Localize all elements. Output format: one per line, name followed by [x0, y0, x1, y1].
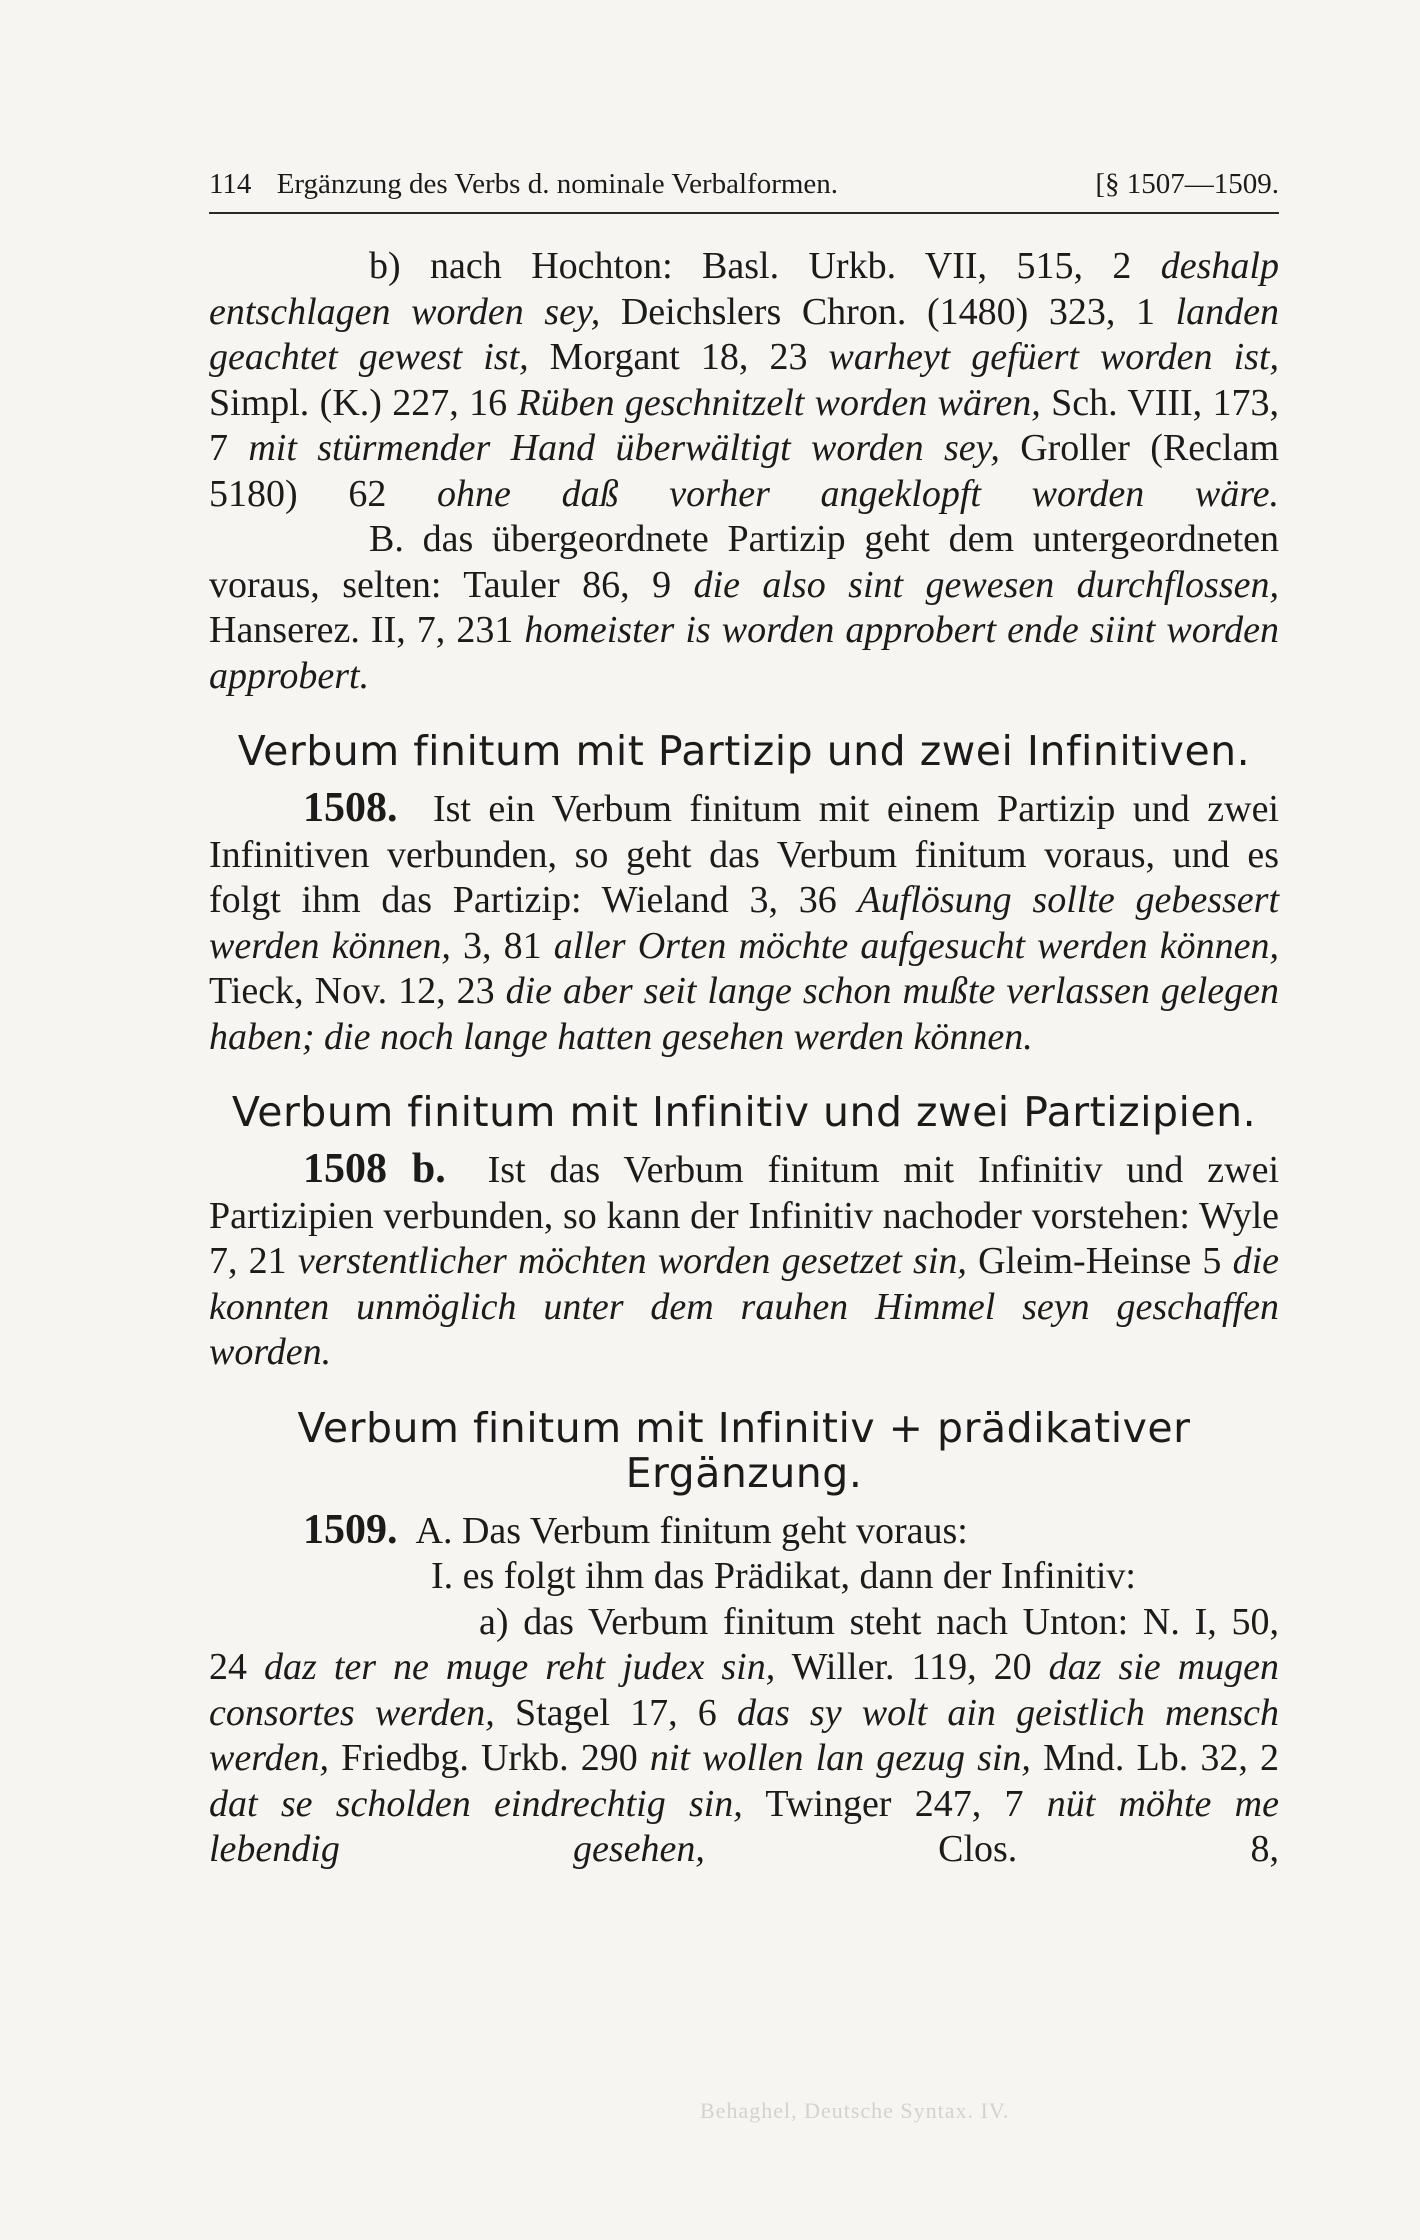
example-quote: die also sint gewesen durchflossen, — [693, 563, 1279, 606]
paragraph-b-uebergeordnet — [209, 517, 1279, 699]
section-range: [§ 1507—1509. — [1095, 168, 1279, 200]
citation-text: a) das Verbum finitum steht nach Unton: N. I, 50, 24 — [209, 1600, 1279, 1688]
citation-text: B. das übergeordnete Partizip geht dem untergeordneten voraus, selten: Tauler 86, 9 — [209, 518, 1279, 606]
citation-text: Ist ein Verbum finitum mit einem Partizip und zwei Infinitiven verbunden, so geht das Verbum finitum voraus, und es folgt ihm das Partizip: Wieland 3, 36 — [209, 788, 1279, 921]
example-quote: daz sie mugen consortes werden, — [209, 1646, 1279, 1734]
citation-text: Stagel 17, 6 — [494, 1691, 737, 1734]
citation-text: Mnd. Lb. 32, 2 — [1030, 1737, 1280, 1779]
example-quote: homeister is worden approbert ende siint worden approbert. — [209, 609, 1279, 697]
citation-text: Hanserez. II, 7, 231 — [209, 609, 525, 651]
section-number: 1509. — [303, 1506, 398, 1553]
example-quote: Auflösung sollte gebessert werden können, — [209, 879, 1280, 967]
example-quote: dat se scholden eindrechtig sin, — [209, 1782, 743, 1825]
citation-text: Sch. VIII, 173, 7 — [209, 381, 1280, 469]
page-body — [209, 244, 1279, 1873]
page-number: 114 — [209, 168, 252, 200]
example-quote: verstentlicher möchten worden gesetzet sin, — [297, 1240, 967, 1282]
example-quote: deshalp entschlagen worden sey, — [209, 245, 1279, 333]
citation-text: b) nach Hochton: Basl. Urkb. VII, 515, 2 — [369, 245, 1161, 287]
example-quote: die aber seit lange schon mußte verlassen gelegen haben; die noch lange hatten gesehen werden können. — [209, 970, 1280, 1058]
example-quote: die konnten unmöglich unter dem rauhen Himmel seyn geschaffen worden. — [209, 1240, 1280, 1373]
section-subheading: A. Das Verbum finitum geht voraus: — [415, 1509, 968, 1552]
example-quote: daz ter ne muge reht judex sin, — [264, 1646, 776, 1688]
citation-text: Willer. 119, 20 — [775, 1646, 1049, 1688]
running-header — [209, 168, 1279, 201]
citation-text: Simpl. (K.) 227, 16 — [209, 381, 518, 424]
citation-text: Clos. 8, — [704, 1828, 1279, 1870]
section-1508 — [209, 786, 1279, 1060]
citation-text: Deichslers Chron. (1480) 323, 1 — [600, 290, 1176, 333]
show-through-text: Behaghel, Deutsche Syntax. IV. — [700, 2098, 1010, 2123]
example-quote: ohne daß vorher angeklopft worden wäre. — [437, 472, 1280, 515]
citation-text: 3, 81 — [450, 924, 554, 967]
citation-text: Friedbg. Urkb. 290 — [328, 1737, 650, 1779]
citation-text: Ist das Verbum finitum mit Infinitiv und zwei Partizipien verbunden, so kann der Infinitiv nachoder vorstehen: Wyle 7, 21 — [209, 1149, 1280, 1282]
example-quote: aller Orten möchte aufgesucht werden können, — [553, 924, 1279, 967]
paragraph-b-hochton — [209, 244, 1279, 517]
example-quote: Rüben geschnitzelt worden wären, — [517, 381, 1041, 424]
header-rule — [209, 212, 1279, 214]
section-heading-infinitiv: Verbum finitum mit Infinitiv und zwei Partizipien. — [231, 1088, 1257, 1136]
citation-text: Tieck, Nov. 12, 23 — [209, 970, 506, 1012]
example-quote: das sy wolt ain geistlich mensch werden, — [209, 1691, 1279, 1779]
example-quote: nüt möhte me lebendig gesehen, — [209, 1782, 1279, 1870]
citation-text: Groller (Reclam 5180) 62 — [209, 427, 1279, 515]
example-quote: landen geachtet gewest ist, — [209, 290, 1279, 378]
section-1508b — [209, 1147, 1279, 1376]
section-1509-line2: I. es folgt ihm das Prädikat, dann der Infinitiv: — [431, 1555, 1136, 1597]
example-quote: nit wollen lan gezug sin, — [649, 1737, 1031, 1779]
citation-text: Morgant 18, 23 — [528, 336, 829, 378]
section-heading-partizip: Verbum finitum mit Partizip und zwei Infinitiven. — [237, 727, 1251, 775]
section-heading-praedikativ: Verbum finitum mit Infinitiv + prädikativer Ergänzung. — [297, 1403, 1191, 1497]
running-title: Ergänzung des Verbs d. nominale Verbalformen. — [276, 168, 839, 200]
citation-text: Gleim-Heinse 5 — [966, 1240, 1233, 1282]
citation-text: Twinger 247, 7 — [742, 1782, 1047, 1825]
section-1509-text — [209, 1600, 1279, 1873]
section-1509-line1 — [209, 1508, 1279, 1555]
section-number: 1508 b. — [303, 1146, 446, 1192]
section-number: 1508. — [303, 785, 398, 831]
example-quote: mit stürmender Hand überwältigt worden sey, — [248, 427, 1000, 469]
example-quote: warheyt gefüert worden ist, — [828, 336, 1279, 378]
